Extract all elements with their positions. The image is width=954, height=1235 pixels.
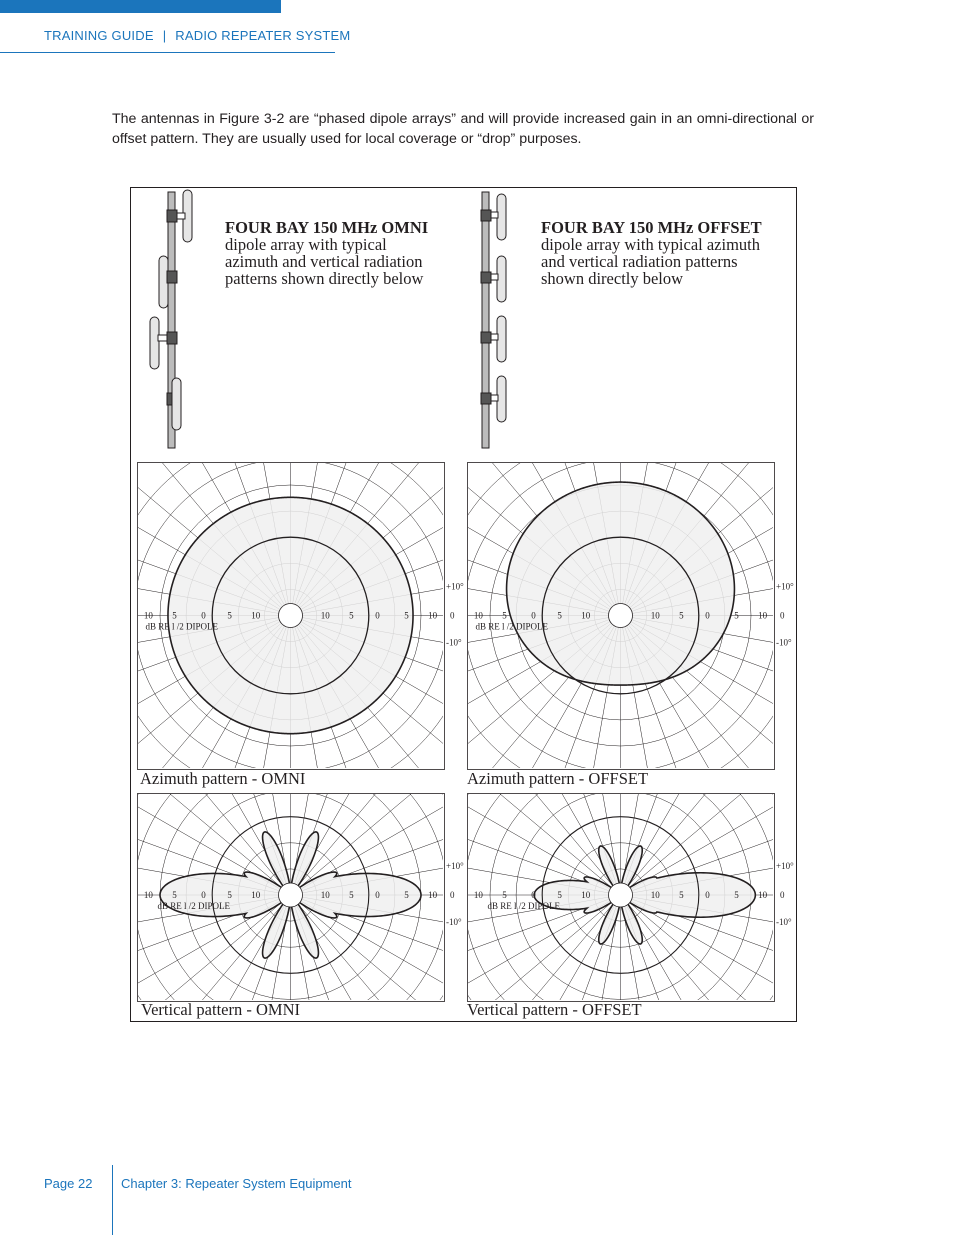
scale-tick-label: 0 bbox=[201, 610, 206, 621]
offset-description-line: and vertical radiation patterns bbox=[541, 252, 738, 271]
omni-antenna-illustration bbox=[150, 190, 200, 450]
elevation-down-label: -10° bbox=[446, 917, 462, 927]
azimuth-offset-caption: Azimuth pattern - OFFSET bbox=[467, 769, 649, 788]
scale-tick-label: 5 bbox=[557, 890, 562, 900]
scale-tick-label: 10 bbox=[758, 610, 768, 621]
header-system: RADIO REPEATER SYSTEM bbox=[175, 28, 351, 43]
offset-antenna-illustration bbox=[474, 190, 524, 450]
offset-antenna-title: FOUR BAY 150 MHz OFFSET bbox=[541, 218, 762, 237]
scale-tick-label: 5 bbox=[349, 610, 354, 621]
footer-rule bbox=[112, 1165, 113, 1235]
grid-radial bbox=[297, 903, 458, 1095]
vertical-omni-caption: Vertical pattern - OMNI bbox=[141, 1000, 300, 1019]
elevation-zero-label: 0 bbox=[450, 610, 455, 621]
scale-tick-label: 10 bbox=[650, 890, 660, 900]
scale-tick-label: 10 bbox=[251, 890, 261, 900]
scale-tick-label: 10 bbox=[650, 610, 660, 621]
intro-paragraph: The antennas in Figure 3-2 are “phased dipole arrays” and will provide increased gain in an omni-directional or offset pattern. They are usually used for local coverage or “drop” purposes. bbox=[112, 111, 814, 147]
scale-tick-label: 5 bbox=[679, 610, 684, 621]
elevation-up-label: +10° bbox=[776, 861, 794, 871]
scale-tick-label: 10 bbox=[581, 610, 591, 621]
vertical-offset-caption: Vertical pattern - OFFSET bbox=[467, 1000, 642, 1019]
scale-tick-label: 10 bbox=[581, 890, 591, 900]
scale-tick-label: 5 bbox=[172, 610, 177, 621]
elevation-down-label: -10° bbox=[776, 637, 792, 648]
center-hub bbox=[609, 604, 633, 628]
scale-tick-label: 10 bbox=[473, 610, 483, 621]
scale-tick-label: 5 bbox=[404, 890, 409, 900]
scale-tick-label: 0 bbox=[531, 890, 536, 900]
scale-unit-label: dB RE l /2 DIPOLE bbox=[475, 621, 549, 632]
center-hub bbox=[609, 883, 633, 907]
azimuth-omni-caption: Azimuth pattern - OMNI bbox=[140, 769, 306, 788]
header-guide: TRAINING GUIDE bbox=[44, 28, 154, 43]
scale-tick-label: 5 bbox=[502, 610, 507, 621]
azimuth-omni-plot bbox=[137, 462, 477, 770]
scale-tick-label: 0 bbox=[705, 610, 710, 621]
omni-description-line: patterns shown directly below bbox=[225, 269, 424, 288]
scale-tick-label: 10 bbox=[251, 610, 261, 621]
scale-unit-label: dB RE l /2 DIPOLE bbox=[157, 901, 231, 911]
page-number: Page 22 bbox=[44, 1176, 93, 1191]
scale-unit-label: dB RE l /2 DIPOLE bbox=[145, 621, 219, 632]
scale-tick-label: 10 bbox=[320, 610, 330, 621]
elevation-up-label: +10° bbox=[446, 861, 464, 871]
center-hub bbox=[279, 604, 303, 628]
scale-tick-label: 10 bbox=[428, 610, 438, 621]
grid-radial bbox=[453, 903, 614, 1095]
scale-tick-label: 5 bbox=[227, 890, 232, 900]
scale-tick-label: 10 bbox=[320, 890, 330, 900]
radiation-pattern-curve bbox=[507, 482, 735, 685]
scale-tick-label: 5 bbox=[404, 610, 409, 621]
scale-tick-label: 5 bbox=[172, 890, 177, 900]
header-separator: | bbox=[162, 28, 167, 43]
grid-radial bbox=[627, 903, 788, 1095]
radiation-pattern-curve bbox=[534, 846, 755, 944]
scale-tick-label: 0 bbox=[201, 890, 206, 900]
elevation-zero-label: 0 bbox=[450, 890, 455, 900]
scale-tick-label: 5 bbox=[557, 610, 562, 621]
elevation-down-label: -10° bbox=[776, 917, 792, 927]
offset-description-line: shown directly below bbox=[541, 269, 684, 288]
vertical-omni-plot bbox=[137, 793, 477, 1001]
scale-tick-label: 10 bbox=[143, 890, 153, 900]
running-header bbox=[44, 28, 350, 43]
vertical-offset-plot bbox=[467, 793, 797, 1001]
scale-tick-label: 5 bbox=[227, 610, 232, 621]
scale-tick-label: 5 bbox=[679, 890, 684, 900]
elevation-zero-label: 0 bbox=[780, 890, 785, 900]
omni-antenna-description bbox=[225, 219, 428, 287]
offset-antenna-description bbox=[541, 219, 762, 287]
elevation-up-label: +10° bbox=[446, 581, 464, 592]
scale-tick-label: 10 bbox=[428, 890, 438, 900]
offset-description-line: dipole array with typical azimuth bbox=[541, 235, 761, 254]
chapter-title: Chapter 3: Repeater System Equipment bbox=[121, 1176, 352, 1191]
elevation-down-label: -10° bbox=[446, 637, 462, 648]
scale-tick-label: 10 bbox=[473, 890, 483, 900]
elevation-zero-label: 0 bbox=[780, 610, 785, 621]
scale-unit-label: dB RE l /2 DIPOLE bbox=[487, 901, 561, 911]
center-hub bbox=[279, 883, 303, 907]
grid-radial bbox=[123, 903, 284, 1095]
omni-description-line: azimuth and vertical radiation bbox=[225, 252, 423, 271]
scale-tick-label: 0 bbox=[375, 890, 380, 900]
header-accent-bar bbox=[0, 0, 281, 13]
scale-tick-label: 0 bbox=[531, 610, 536, 621]
grid-radial bbox=[91, 901, 283, 1062]
scale-tick-label: 5 bbox=[734, 610, 739, 621]
scale-tick-label: 5 bbox=[502, 890, 507, 900]
omni-antenna-title: FOUR BAY 150 MHz OMNI bbox=[225, 218, 429, 237]
scale-tick-label: 10 bbox=[143, 610, 153, 621]
azimuth-offset-plot bbox=[467, 462, 797, 770]
scale-tick-label: 0 bbox=[375, 610, 380, 621]
header-rule bbox=[0, 52, 335, 53]
scale-tick-label: 0 bbox=[705, 890, 710, 900]
scale-tick-label: 5 bbox=[349, 890, 354, 900]
scale-tick-label: 10 bbox=[758, 890, 768, 900]
omni-description-line: dipole array with typical bbox=[225, 235, 387, 254]
scale-tick-label: 5 bbox=[734, 890, 739, 900]
elevation-up-label: +10° bbox=[776, 581, 794, 592]
